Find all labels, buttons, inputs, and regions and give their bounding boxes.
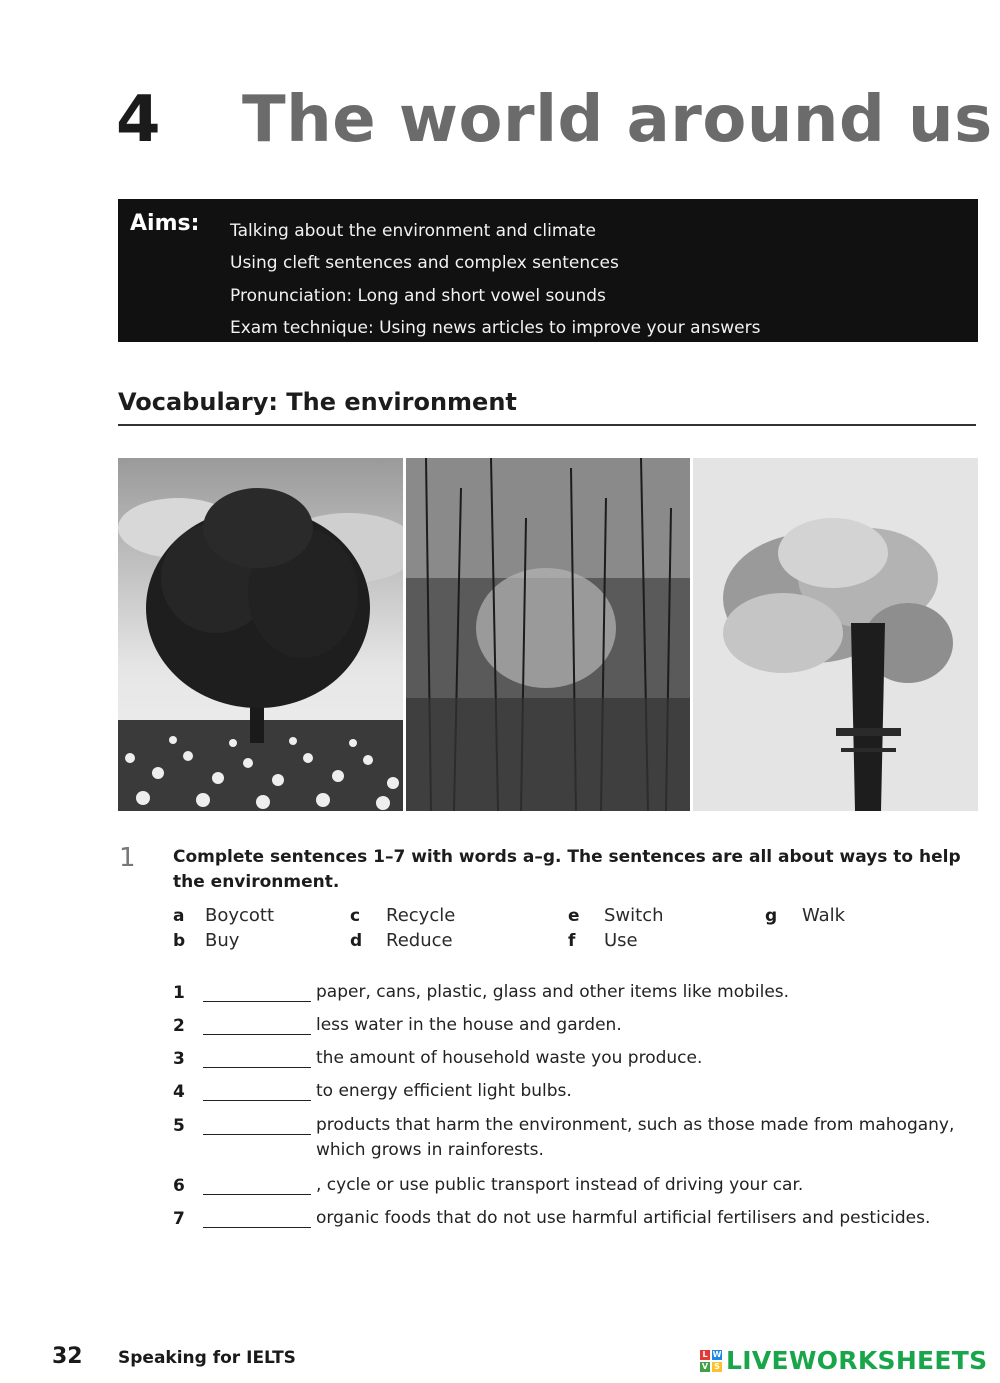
answer-blank-4[interactable] (203, 1100, 311, 1101)
sentence-text: organic foods that do not use harmful artificial fertilisers and pesticides. (316, 1208, 931, 1228)
page-number: 32 (52, 1344, 83, 1369)
aim-item: Talking about the environment and climate (230, 221, 596, 241)
tree-photo (118, 458, 403, 811)
option-word: Buy (205, 930, 240, 951)
sentence-text: the amount of household waste you produce. (316, 1048, 703, 1068)
liveworksheets-icon: L W V S (701, 1350, 722, 1371)
aims-list (230, 215, 760, 344)
option-word: Reduce (386, 930, 453, 951)
option-word: Walk (802, 905, 846, 926)
option-word: Switch (604, 905, 664, 926)
answer-blank-3[interactable] (203, 1067, 311, 1068)
sentence-number: 4 (173, 1082, 185, 1102)
unit-title: The world around us (242, 83, 993, 157)
sentence-number: 7 (173, 1209, 185, 1229)
liveworksheets-logo[interactable] (700, 1346, 987, 1375)
aim-item: Exam technique: Using news articles to improve your answers (230, 317, 761, 338)
option-letter: d (350, 931, 363, 951)
answer-blank-1[interactable] (203, 1001, 311, 1002)
option-letter: a (173, 906, 185, 926)
liveworksheets-text: LIVEWORKSHEETS (726, 1346, 988, 1375)
option-letter: g (765, 906, 778, 926)
option-word: Boycott (205, 905, 275, 926)
sentence-text: products that harm the environment, such as those made from mahogany, which grows in rainforests. (316, 1115, 955, 1160)
exercise-number: 1 (119, 843, 136, 873)
sentence-number: 3 (173, 1049, 185, 1069)
sentence-text: less water in the house and garden. (316, 1015, 622, 1035)
sentence-text: , cycle or use public transport instead of driving your car. (316, 1175, 804, 1195)
answer-blank-2[interactable] (203, 1034, 311, 1035)
forest-fire-photo (406, 458, 690, 811)
answer-blank-5[interactable] (203, 1134, 311, 1135)
sentence-text: to energy efficient light bulbs. (316, 1081, 572, 1101)
answer-blank-7[interactable] (203, 1227, 311, 1228)
section-title: Vocabulary: The environment (118, 388, 517, 416)
book-title: Speaking for IELTS (118, 1348, 296, 1368)
aim-item: Pronunciation: Long and short vowel sounds (230, 285, 606, 306)
aims-label: Aims: (130, 211, 200, 236)
sentence-number: 6 (173, 1176, 185, 1196)
option-letter: c (350, 906, 361, 926)
section-divider (118, 424, 976, 426)
aim-item: Using cleft sentences and complex sentences (230, 253, 619, 274)
exercise-instruction: Complete sentences 1–7 with words a–g. The sentences are all about ways to help the environment. (173, 847, 961, 892)
unit-number: 4 (116, 83, 161, 157)
option-word: Use (604, 930, 638, 951)
sentence-text: paper, cans, plastic, glass and other items like mobiles. (316, 982, 790, 1002)
sentence-number: 5 (173, 1116, 185, 1136)
option-word: Recycle (386, 905, 456, 926)
option-letter: e (568, 906, 580, 926)
sentence-number: 2 (173, 1016, 185, 1036)
smokestack-photo (693, 458, 978, 811)
option-letter: b (173, 931, 186, 951)
answer-blank-6[interactable] (203, 1194, 311, 1195)
sentence-number: 1 (173, 983, 185, 1003)
aims-box (118, 199, 978, 342)
option-letter: f (568, 931, 576, 951)
